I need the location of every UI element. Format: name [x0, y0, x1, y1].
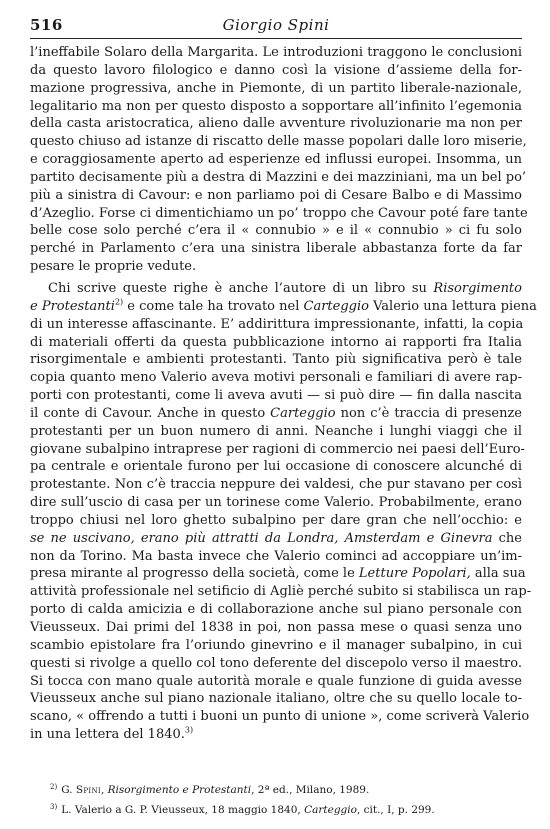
text-line: pesare le proprie vedute.	[30, 259, 197, 275]
text-line: copia quanto meno Valerio aveva motivi personali e familiari di avere rap-	[30, 370, 522, 386]
text-line: più a sinistra di Cavour: e non parliamo poi di Cesare Balbo e di Massimo	[30, 187, 522, 203]
text-line: belle cose solo perché c’era il « connubio » e il « connubio » ci fu solo	[30, 223, 522, 239]
text-line: questi si rivolge a quello col tono deferente del discepolo verso il maestro.	[30, 655, 522, 671]
text-line: presa mirante al progresso della società, come le Letture Popolari, alla sua	[30, 566, 526, 582]
text-line: se ne uscivano, erano più attratti da Londra, Amsterdam e Ginevra che	[30, 530, 522, 546]
text-line: porti con protestanti, come li aveva avuti — si può dire — fin dalla nascita	[30, 388, 522, 404]
text-line: scambio epistolare fra l’oriundo ginevrino e il manager subalpino, in cui	[30, 637, 522, 653]
text-line: partito decisamente più a destra di Mazzini e dei mazziniani, ma un bel po’	[30, 169, 527, 185]
paragraph-1	[30, 44, 528, 276]
text-line: perché in Parlamento c’era una sinistra liberale abbastanza forte da far	[30, 241, 522, 257]
text-line: di un interesse affascinante. E’ addirittura impressionante, infatti, la copia	[30, 316, 524, 332]
paragraph-2	[30, 280, 537, 744]
text-line: questo chiuso ad istanze di riscatto delle masse popolari dalle loro miserie,	[30, 134, 527, 150]
page-header	[30, 14, 522, 39]
text-line: d’Azeglio. Forse ci dimentichiamo un po’ troppo che Cavour poté fare tante	[30, 205, 528, 221]
page-number: 516	[30, 16, 63, 34]
text-line: Vieusseux anche sul piano nazionale italiano, oltre che su quello locale to-	[30, 691, 522, 707]
body-text	[30, 44, 537, 744]
text-line: pa centrale e orientale furono per lui occasione di conoscere alcunché di	[30, 459, 522, 475]
text-line: dire sull’uscio di casa per un torinese come Valerio. Probabilmente, erano	[30, 495, 522, 511]
text-line: Si tocca con mano quale autorità morale e quale funzione di guida avesse	[30, 673, 522, 689]
text-line: non da Torino. Ma basta invece che Valerio cominci ad accoppiare un’im-	[30, 548, 522, 564]
text-line: e Protestanti$^{2)}$ e come tale ha trovato nel Carteggio Valerio una lettura piena	[30, 297, 537, 314]
text-line: il conte di Cavour. Anche in questo Carteggio non c’è traccia di presenze	[30, 405, 522, 421]
text-line: di materiali offerti da questa pubblicazione intorno ai rapporti fra Italia	[30, 334, 522, 350]
text-line: troppo chiusi nel loro ghetto subalpino per dare gran che nell’occhio: e	[30, 512, 522, 528]
running-title: Giorgio Spini	[222, 16, 330, 34]
text-line: Vieusseux. Dai primi del 1838 in poi, non passa mese o quasi senza uno	[30, 620, 522, 635]
text-line: in una lettera del 1840.$^{3)}$	[30, 725, 194, 743]
text-line: protestante. Non c’è traccia neppure dei valdesi, che pur stavano per così	[30, 477, 522, 493]
text-line: scano, « offrendo a tutti i buoni un punto di unione », come scriverà Valerio	[30, 709, 530, 725]
text-line: e coraggiosamente aperto ad esperienze ed influssi europei. Insomma, un	[30, 152, 522, 168]
text-line: legalitario ma non per questo disposto a sopportare all’infinito l’egemonia	[30, 98, 522, 114]
text-line: mazione progressiva, anche in Piemonte, di un partito liberale-nazionale,	[30, 80, 522, 96]
text-line: protestanti per un buon numero di anni. Neanche i lunghi viaggi che il	[30, 423, 522, 439]
text-line: da questo lavoro filologico e danno così la visione d’assieme della for-	[30, 62, 522, 78]
text-line: della casta aristocratica, alieno dalle avventure rivoluzionarie ma non per	[30, 116, 522, 132]
text-line: risorgimentale e ambienti protestanti. Tanto più significativa però è tale	[30, 352, 522, 368]
text-line: giovane subalpino intraprese per ragioni di commercio nei paesi dell’Euro-	[30, 441, 525, 457]
text-line: porto di calda amicizia e di collaborazione anche sul piano personale con	[30, 602, 522, 618]
footnote-3: $^{3)}$ L. Valerio a G. P. Vieusseux, 18 maggio 1840, Carteggio, cit., I, p. 299.	[50, 802, 435, 816]
text-line: l’ineffabile Solaro della Margarita. Le introduzioni traggono le conclusioni	[30, 45, 522, 60]
footnotes	[50, 780, 520, 820]
footnote-2: $^{2)}$ G. Spini, Risorgimento e Protestanti, 2ª ed., Milano, 1989.	[50, 782, 370, 796]
text-line: attività professionale nel setificio di Agliè perché subito si stabilisca un rap-	[30, 584, 532, 600]
text-line: Chi scrive queste righe è anche l’autore di un libro su Risorgimento	[48, 280, 522, 296]
